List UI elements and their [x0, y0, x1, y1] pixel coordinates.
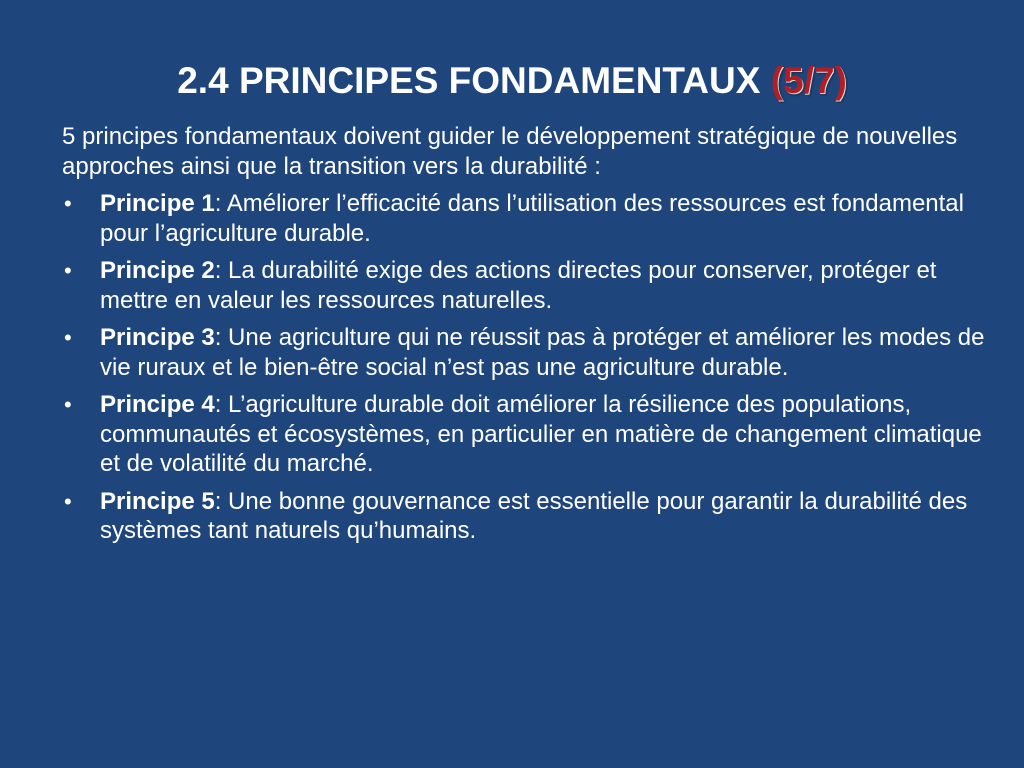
bullet-icon: •	[64, 325, 72, 350]
slide-body	[62, 122, 992, 554]
principle-text: : Améliorer l’efficacité dans l’utilisation des ressources est fondamental pour l’agriculture durable.	[100, 190, 964, 247]
slide-title	[0, 58, 1024, 104]
principle-text: : Une agriculture qui ne réussit pas à protéger et améliorer les modes de vie ruraux et le bien-être social n’est pas une agriculture durable.	[100, 324, 985, 381]
principle-item-2	[62, 256, 992, 315]
bullet-icon: •	[64, 191, 72, 216]
principle-label: Principe 5	[100, 487, 215, 515]
bullet-icon: •	[64, 392, 72, 417]
slide-counter: (5/7)	[770, 60, 847, 101]
intro-text: 5 principes fondamentaux doivent guider le développement stratégique de nouvelles approches ainsi que la transition vers la durabilité :	[62, 123, 958, 180]
slide-title-text: 2.4 PRINCIPES FONDAMENTAUX	[177, 60, 761, 101]
principle-item-3	[62, 323, 992, 382]
principle-item-5	[62, 487, 992, 546]
principle-item-1	[62, 189, 992, 248]
principle-item-4	[62, 390, 992, 479]
principle-label: Principe 3	[100, 324, 215, 351]
principles-list	[62, 189, 992, 546]
bullet-icon: •	[64, 258, 72, 283]
principle-text: : L’agriculture durable doit améliorer la résilience des populations, communautés et écosystèmes, en particulier en matière de changement climatique et de volatilité du marché.	[100, 391, 982, 477]
principle-label: Principe 2	[100, 257, 215, 284]
principle-label: Principe 1	[100, 190, 215, 217]
principle-text: : Une bonne gouvernance est essentielle pour garantir la durabilité des systèmes tant naturels qu’humains.	[100, 487, 968, 544]
bullet-icon: •	[64, 488, 72, 514]
principle-text: : La durabilité exige des actions directes pour conserver, protéger et mettre en valeur les ressources naturelles.	[100, 257, 937, 314]
principle-label: Principe 4	[100, 391, 215, 418]
